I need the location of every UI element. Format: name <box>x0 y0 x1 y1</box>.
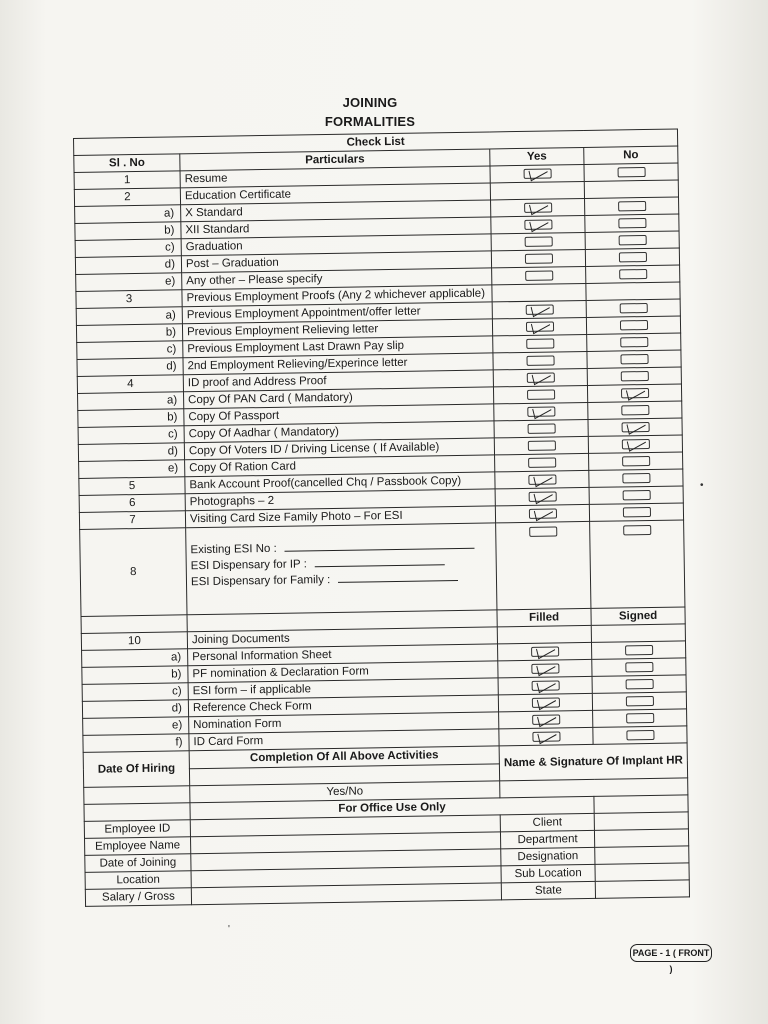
docs-signed-checkbox[interactable] <box>625 645 653 655</box>
checklist-sl-no: a) <box>76 307 182 326</box>
no-header: No <box>584 146 678 164</box>
checklist-yes-cell <box>495 487 589 505</box>
office-left-label: Employee ID <box>84 820 190 839</box>
checklist-no-checkbox[interactable] <box>617 167 645 177</box>
checklist-yes-cell <box>493 334 587 352</box>
office-right-label: State <box>501 881 595 899</box>
checklist-no-cell <box>586 316 680 334</box>
office-left-label: Location <box>85 871 191 890</box>
checklist-particular: Copy Of Voters ID / Driving License ( If Available) <box>184 438 494 460</box>
esi-yes-cell <box>496 521 591 609</box>
office-left-label: Salary / Gross <box>85 888 191 907</box>
docs-signed-cell <box>593 726 687 744</box>
checklist-yes-cell <box>491 215 585 233</box>
checklist-particular: Resume <box>180 166 490 188</box>
checklist-yes-checkbox[interactable] <box>527 423 555 433</box>
checklist-sl-no: 3 <box>76 290 182 309</box>
checklist-yes-checkbox[interactable] <box>525 270 553 280</box>
checklist-yes-checkbox[interactable] <box>526 355 554 365</box>
docs-filled-cell <box>498 693 592 711</box>
checklist-no-checked-checkbox[interactable] <box>621 439 649 449</box>
form-title-line-1: JOINING <box>342 95 398 110</box>
checklist-yes-cell <box>492 317 586 335</box>
office-left-value-field[interactable] <box>191 883 501 905</box>
checklist-yes-checkbox[interactable] <box>526 338 554 348</box>
checklist-no-cell <box>585 248 679 266</box>
office-right-value-field[interactable] <box>594 812 688 830</box>
checklist-particular: Photographs – 2 <box>185 489 495 511</box>
checklist-yes-checkbox[interactable] <box>527 389 555 399</box>
form-title-line-2: FORMALITIES <box>324 114 416 129</box>
checklist-no-cell <box>586 299 680 317</box>
checklist-yes-checked-checkbox[interactable] <box>528 491 556 501</box>
checklist-particular: Previous Employment Appointment/offer letter <box>182 302 492 324</box>
checklist-sl-no: 1 <box>74 171 180 190</box>
checklist-no-checkbox[interactable] <box>618 235 646 245</box>
office-left-label: Date of Joining <box>85 854 191 873</box>
yesno-blank <box>84 786 190 805</box>
checklist-sl-no: b) <box>75 222 181 241</box>
checklist-yes-checked-checkbox[interactable] <box>528 474 556 484</box>
checklist-no-checked-checkbox[interactable] <box>621 388 649 398</box>
checklist-no-checkbox[interactable] <box>620 337 648 347</box>
checklist-particular: Any other – Please specify <box>182 268 492 290</box>
checklist-particular: Visiting Card Size Family Photo – For ESI <box>185 506 495 528</box>
docs-filled-cell <box>499 710 593 728</box>
esi-ip-label: ESI Dispensary for IP : <box>190 558 307 573</box>
checklist-no-checkbox[interactable] <box>621 405 649 415</box>
checklist-no-cell <box>587 350 681 368</box>
checklist-particular: Post – Graduation <box>181 251 491 273</box>
checklist-sl-no: e) <box>76 273 182 292</box>
checklist-particular: Copy Of Aadhar ( Mandatory) <box>184 421 494 443</box>
yes-header: Yes <box>490 147 584 165</box>
checklist-sl-no: a) <box>75 205 181 224</box>
docs-sl-no: f) <box>83 734 189 753</box>
esi-yes-checkbox[interactable] <box>529 526 557 536</box>
docs-signed-cell <box>593 709 687 727</box>
office-left-label: Employee Name <box>85 837 191 856</box>
office-right-value-field[interactable] <box>595 880 689 898</box>
checklist-yes-cell <box>495 504 589 522</box>
docs-signed-cell <box>592 675 686 693</box>
checklist-no-cell <box>585 231 679 249</box>
docs-filled-checked-checkbox[interactable] <box>531 697 559 707</box>
docs-signed-checkbox[interactable] <box>625 662 653 672</box>
checklist-particular: Previous Employment Relieving letter <box>182 319 492 341</box>
checklist-no-cell <box>588 401 682 419</box>
docs-signed-cell <box>592 658 686 676</box>
office-right-value-field[interactable] <box>594 829 688 847</box>
checklist-no-cell <box>587 367 681 385</box>
esi-no-cell <box>590 520 685 608</box>
checklist-particular: Copy Of Passport <box>184 404 494 426</box>
checklist-no-cell <box>587 333 681 351</box>
docs-particular: Nomination Form <box>189 712 499 734</box>
checklist-sl-no: b) <box>78 409 184 428</box>
docs-particular: Joining Documents <box>187 627 497 649</box>
docs-sl-no: c) <box>82 683 188 702</box>
particulars-header: Particulars <box>180 149 490 171</box>
scan-speck: • <box>700 480 704 491</box>
docs-particular: Personal Information Sheet <box>188 644 498 666</box>
checklist-sl-no: d) <box>78 443 184 462</box>
docs-signed-cell <box>591 641 685 659</box>
docs-blank-sl <box>81 615 187 634</box>
checklist-yes-checked-checkbox[interactable] <box>525 304 553 314</box>
docs-signed-cell <box>591 624 685 642</box>
office-right-label: Designation <box>501 847 595 865</box>
checklist-yes-cell <box>492 266 586 284</box>
checklist-yes-checked-checkbox[interactable] <box>525 321 553 331</box>
checklist-yes-cell <box>492 283 586 301</box>
checklist-no-checkbox[interactable] <box>619 320 647 330</box>
checklist-no-checkbox[interactable] <box>622 473 650 483</box>
checklist-yes-cell <box>493 351 587 369</box>
checklist-particular: Education Certificate <box>180 183 490 205</box>
checklist-no-cell <box>586 265 680 283</box>
checklist-no-cell <box>587 384 681 402</box>
checklist-yes-cell <box>494 419 588 437</box>
docs-filled-cell <box>499 727 593 745</box>
checklist-yes-cell <box>495 453 589 471</box>
checklist-no-checkbox[interactable] <box>619 269 647 279</box>
checklist-yes-cell <box>491 232 585 250</box>
checklist-no-cell <box>589 469 683 487</box>
docs-filled-checked-checkbox[interactable] <box>532 731 560 741</box>
esi-ip-line[interactable] <box>315 554 445 567</box>
checklist-no-cell <box>585 214 679 232</box>
checklist-table <box>73 128 690 906</box>
checklist-no-cell <box>585 197 679 215</box>
checklist-no-checkbox[interactable] <box>620 354 648 364</box>
docs-filled-checked-checkbox[interactable] <box>531 646 559 656</box>
checklist-no-checkbox[interactable] <box>618 218 646 228</box>
sl-header: Sl . No <box>74 154 180 173</box>
checklist-no-cell <box>588 418 682 436</box>
checklist-sl-no: d) <box>75 256 181 275</box>
docs-filled-cell <box>497 642 591 660</box>
checklist-sl-no: 7 <box>79 511 185 530</box>
checklist-particular: X Standard <box>181 200 491 222</box>
esi-no-checkbox[interactable] <box>623 525 651 535</box>
checklist-no-cell <box>589 503 683 521</box>
checklist-sl-no: c) <box>75 239 181 258</box>
docs-sl-no: e) <box>83 717 189 736</box>
docs-filled-checked-checkbox[interactable] <box>531 663 559 673</box>
checklist-yes-cell <box>490 181 584 199</box>
checklist-yes-checked-checkbox[interactable] <box>526 372 554 382</box>
docs-filled-cell <box>497 625 591 643</box>
docs-sl-no: 10 <box>81 632 187 651</box>
esi-no-line[interactable] <box>285 538 475 552</box>
office-right-label: Sub Location <box>501 864 595 882</box>
esi-row <box>80 520 685 616</box>
docs-signed-checkbox[interactable] <box>625 679 653 689</box>
docs-particular: Reference Check Form <box>188 695 498 717</box>
docs-signed-cell <box>592 692 686 710</box>
docs-filled-checked-checkbox[interactable] <box>531 680 559 690</box>
checklist-sl-no: 5 <box>79 477 185 496</box>
docs-sl-no: b) <box>82 666 188 685</box>
checklist-particular: Previous Employment Proofs (Any 2 whichever applicable) <box>182 285 492 307</box>
checklist-particular: Bank Account Proof(cancelled Chq / Passbook Copy) <box>185 472 495 494</box>
checklist-sl-no: 2 <box>74 188 180 207</box>
checklist-particular: Previous Employment Last Drawn Pay slip <box>183 336 493 358</box>
checklist-no-checkbox[interactable] <box>622 507 650 517</box>
office-use-title: For Office Use Only <box>190 796 594 819</box>
office-title-blank <box>84 803 190 822</box>
checklist-yes-cell <box>493 385 587 403</box>
scan-speck-2: ' <box>228 924 230 935</box>
checklist-yes-checked-checkbox[interactable] <box>527 406 555 416</box>
office-right-label: Client <box>500 813 594 831</box>
completion-label: Completion Of All Above Activities <box>189 746 499 768</box>
checklist-no-cell <box>589 486 683 504</box>
checklist-yes-checkbox[interactable] <box>524 253 552 263</box>
office-title-right-blank <box>594 795 688 813</box>
docs-signed-checkbox[interactable] <box>626 730 654 740</box>
implant-hr-signature-label: Name & Signature Of Implant HR <box>499 743 688 781</box>
checklist-sl-no: c) <box>77 341 183 360</box>
checklist-sheet <box>73 129 689 907</box>
esi-no-label: Existing ESI No : <box>190 542 277 557</box>
docs-particular: ESI form – if applicable <box>188 678 498 700</box>
checklist-particular: Graduation <box>181 234 491 256</box>
checklist-no-checkbox[interactable] <box>622 456 650 466</box>
docs-particular: ID Card Form <box>189 729 499 751</box>
checklist-particular: Copy Of Ration Card <box>185 455 495 477</box>
checklist-yes-checkbox[interactable] <box>527 440 555 450</box>
checklist-no-checked-checkbox[interactable] <box>621 422 649 432</box>
checklist-sl-no: 6 <box>79 494 185 513</box>
checklist-yes-cell <box>494 402 588 420</box>
docs-signed-checkbox[interactable] <box>625 696 653 706</box>
docs-signed-checkbox[interactable] <box>626 713 654 723</box>
esi-details <box>186 523 497 615</box>
checklist-yes-cell <box>493 368 587 386</box>
checklist-no-cell <box>588 435 682 453</box>
office-right-label: Department <box>500 830 594 848</box>
docs-sl-no: d) <box>82 700 188 719</box>
esi-family-label: ESI Dispensary for Family : <box>190 574 331 589</box>
checklist-sl-no: a) <box>78 392 184 411</box>
checklist-particular: Copy Of PAN Card ( Mandatory) <box>184 387 494 409</box>
office-right-value-field[interactable] <box>595 863 689 881</box>
checklist-particular: ID proof and Address Proof <box>183 370 493 392</box>
checklist-yes-cell <box>491 249 585 267</box>
checklist-no-cell <box>584 163 678 181</box>
docs-particular: PF nomination & Declaration Form <box>188 661 498 683</box>
page-footer-badge: PAGE - 1 ( FRONT ) <box>630 944 712 962</box>
docs-filled-cell <box>498 659 592 677</box>
checklist-yes-checkbox[interactable] <box>528 457 556 467</box>
date-of-hiring-label: Date Of Hiring <box>83 751 190 788</box>
docs-filled-cell <box>498 676 592 694</box>
checklist-particular: XII Standard <box>181 217 491 239</box>
checklist-yes-checked-checkbox[interactable] <box>524 202 552 212</box>
docs-sl-no: a) <box>82 649 188 668</box>
esi-sl: 8 <box>80 528 187 617</box>
checklist-yes-checked-checkbox[interactable] <box>528 508 556 518</box>
checklist-sl-no: c) <box>78 426 184 445</box>
checklist-no-checkbox[interactable] <box>620 371 648 381</box>
docs-filled-checked-checkbox[interactable] <box>532 714 560 724</box>
checklist-sl-no: d) <box>77 358 183 377</box>
checklist-yes-cell <box>494 436 588 454</box>
checklist-yes-checked-checkbox[interactable] <box>524 219 552 229</box>
checklist-yes-cell <box>492 300 586 318</box>
checklist-no-checkbox[interactable] <box>622 490 650 500</box>
checklist-yes-cell <box>495 470 589 488</box>
filled-header: Filled <box>497 608 591 626</box>
checklist-sl-no: b) <box>76 324 182 343</box>
checklist-no-cell <box>586 282 680 300</box>
checklist-no-checkbox[interactable] <box>618 201 646 211</box>
checklist-no-cell <box>584 180 678 198</box>
checklist-sl-no: e) <box>79 460 185 479</box>
checklist-no-checkbox[interactable] <box>619 303 647 313</box>
checklist-no-checkbox[interactable] <box>618 252 646 262</box>
checklist-yes-cell <box>491 198 585 216</box>
checklist-sl-no: 4 <box>77 375 183 394</box>
checklist-title: Check List <box>74 129 678 155</box>
checklist-yes-checkbox[interactable] <box>524 236 552 246</box>
office-right-value-field[interactable] <box>595 846 689 864</box>
checklist-yes-cell <box>490 164 584 182</box>
checklist-yes-checked-checkbox[interactable] <box>523 168 551 178</box>
checklist-particular: 2nd Employment Relieving/Experince letter <box>183 353 493 375</box>
signed-header: Signed <box>591 607 685 625</box>
checklist-no-cell <box>589 452 683 470</box>
esi-family-line[interactable] <box>338 570 458 583</box>
yes-no-value: Yes/No <box>190 781 500 803</box>
